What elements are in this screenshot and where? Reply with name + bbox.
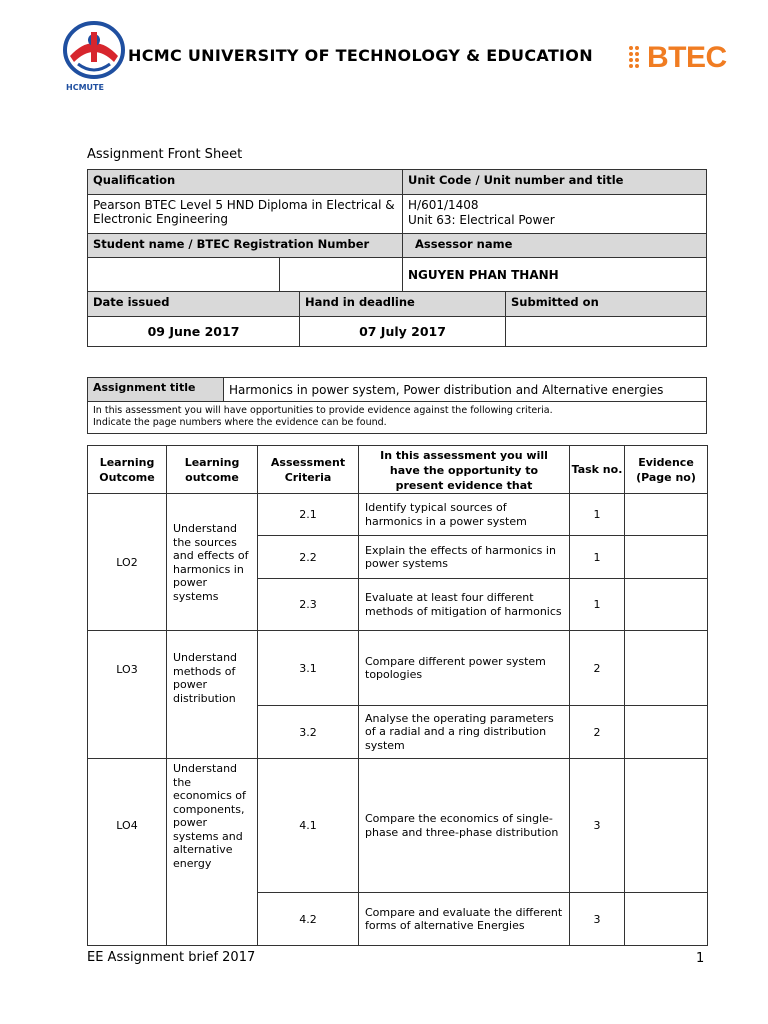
btec-logo-icon	[628, 44, 644, 72]
submitted-label: Submitted on	[506, 292, 707, 317]
unit-value	[403, 195, 707, 234]
criteria-description: Evaluate at least four different methods of mitigation of harmonics	[359, 579, 570, 631]
assessor-label: Assessor name	[403, 234, 707, 258]
note-line-2: Indicate the page numbers where the evidence can be found.	[93, 417, 387, 428]
evidence-cell	[625, 631, 708, 706]
deadline-label: Hand in deadline	[300, 292, 506, 317]
criteria-description: Explain the effects of harmonics in power systems	[359, 536, 570, 579]
assignment-title-label: Assignment title	[88, 378, 224, 402]
criteria-description: Compare different power system topologies	[359, 631, 570, 706]
header-learning-outcome: Learning outcome	[167, 446, 258, 494]
registration-number-field	[280, 258, 403, 292]
student-name-field	[88, 258, 280, 292]
criteria-table	[87, 445, 708, 946]
task-number: 3	[570, 893, 625, 946]
submitted-value	[506, 317, 707, 347]
criteria-number: 4.1	[258, 759, 359, 893]
logo-caption: HCMUTE	[66, 83, 104, 92]
date-issued-label: Date issued	[88, 292, 300, 317]
footer-title: EE Assignment brief 2017	[87, 950, 256, 965]
header-task-no: Task no.	[570, 446, 625, 494]
btec-logo-text: BTEC	[647, 41, 727, 74]
criteria-description: Compare and evaluate the different forms of alternative Energies	[359, 893, 570, 946]
task-number: 1	[570, 494, 625, 536]
criteria-description: Analyse the operating parameters of a radial and a ring distribution system	[359, 706, 570, 759]
header-learning-outcome-code: Learning Outcome	[88, 446, 167, 494]
assignment-title-value: Harmonics in power system, Power distribution and Alternative energies	[224, 378, 707, 402]
date-issued-value: 09 June 2017	[88, 317, 300, 347]
criteria-number: 2.1	[258, 494, 359, 536]
evidence-cell	[625, 706, 708, 759]
front-sheet-title: Assignment Front Sheet	[87, 147, 243, 162]
lo-code: LO4	[88, 759, 167, 946]
university-title: HCMC UNIVERSITY OF TECHNOLOGY & EDUCATION	[128, 46, 593, 65]
criteria-number: 3.1	[258, 631, 359, 706]
criteria-description: Identify typical sources of harmonics in a power system	[359, 494, 570, 536]
lo-description: Understand methods of power distribution	[167, 631, 258, 759]
criteria-number: 2.3	[258, 579, 359, 631]
criteria-description: Compare the economics of single-phase and three-phase distribution	[359, 759, 570, 893]
criteria-number: 4.2	[258, 893, 359, 946]
hcmute-logo	[60, 20, 128, 98]
task-number: 3	[570, 759, 625, 893]
header-assessment-criteria: Assessment Criteria	[258, 446, 359, 494]
header-description	[359, 446, 570, 494]
unit-title: Unit 63: Electrical Power	[408, 213, 555, 227]
qualification-value: Pearson BTEC Level 5 HND Diploma in Electrical & Electronic Engineering	[88, 195, 403, 234]
assignment-note	[88, 402, 707, 434]
task-number: 1	[570, 536, 625, 579]
criteria-number: 3.2	[258, 706, 359, 759]
lo-description: Understand the sources and effects of harmonics in power systems	[167, 494, 258, 631]
lo-code: LO2	[88, 494, 167, 631]
info-table	[87, 169, 707, 347]
criteria-number: 2.2	[258, 536, 359, 579]
qualification-label: Qualification	[88, 170, 403, 195]
evidence-cell	[625, 759, 708, 893]
task-number: 1	[570, 579, 625, 631]
evidence-cell	[625, 893, 708, 946]
evidence-cell	[625, 579, 708, 631]
evidence-cell	[625, 536, 708, 579]
unit-code: H/601/1408	[408, 198, 479, 212]
lo-code: LO3	[88, 631, 167, 759]
header-description-text: In this assessment you will have the opportunity to present evidence that	[380, 448, 548, 492]
student-label: Student name / BTEC Registration Number	[88, 234, 403, 258]
header-evidence: Evidence (Page no)	[625, 446, 708, 494]
unit-label: Unit Code / Unit number and title	[403, 170, 707, 195]
note-line-1: In this assessment you will have opportunities to provide evidence against the following criteria.	[93, 405, 553, 416]
assessor-value: NGUYEN PHAN THANH	[403, 258, 707, 292]
task-number: 2	[570, 706, 625, 759]
evidence-cell	[625, 494, 708, 536]
task-number: 2	[570, 631, 625, 706]
deadline-value: 07 July 2017	[300, 317, 506, 347]
page-number: 1	[696, 951, 705, 966]
assignment-table	[87, 377, 707, 434]
lo-description: Understand the economics of components, power systems and alternative energy	[167, 759, 258, 946]
